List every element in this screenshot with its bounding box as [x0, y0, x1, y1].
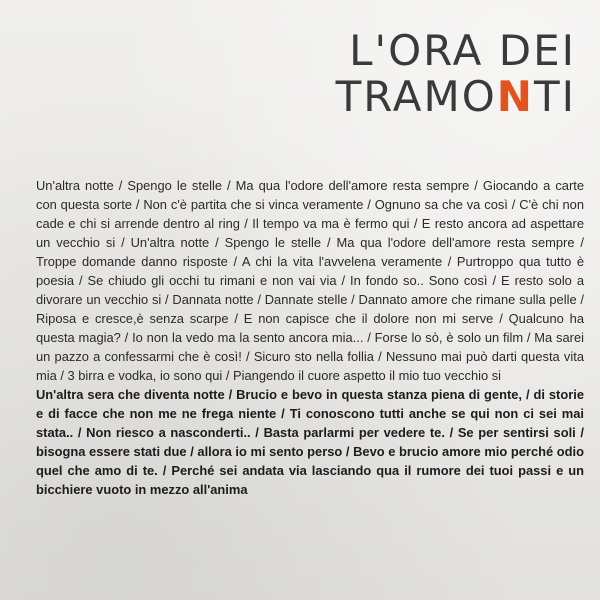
title-line-2-end: TI	[533, 72, 576, 121]
title-line-2-start: TRAMO	[335, 72, 497, 121]
song-title	[336, 28, 576, 120]
lyrics-bold-verse: Un'altra sera che diventa notte / Brucio e bevo in questa stanza piena di gente, / di storie e di facce che non me ne frega niente / Ti conoscono tutti anche se qui non ci sei mai stata.. / Non riesco a nasconderti.. / Basta parlarmi per vedere te. / Se per sentirsi soli / bisogna essere stati due / allora io mi sento perso / Bevo e brucio amore mio perché odio quel che amo di te. / Perché sei andata via lasciando qua il rumore dei tuoi passi e un bicchiere vuoto in mezzo all'anima	[36, 387, 584, 497]
title-line-2	[336, 74, 576, 120]
lyrics-verse: Un'altra notte / Spengo le stelle / Ma qua l'odore dell'amore resta sempre / Giocando a carte con questa sorte / Non c'è partita che si vinca veramente / Ognuno sa che va così / C'è chi non cade e chi si arrende dentro al ring / Il tempo va ma è fermo qui / E resto ancora ad aspettare un vecchio si / Un'altra notte / Spengo le stelle / Ma qua l'odore dell'amore resta sempre / Troppe domande danno risposte / A chi la vita l'avvelena veramente / Purtroppo qua tutto è poesia / Se chiudo gli occhi tu rimani e non vai via / In fondo so.. Sono così / E resto solo a divorare un vecchio si / Dannata notte / Dannate stelle / Dannato amore che rimane sulla pelle / Riposa e cresce,è senza scarpe / E non capisce che il dolore non mi serve / Qualcuno ha questa magia? / Io non la vedo ma la sento ancora mia... / Forse lo sò, è solo un film / Ma sarei un pazzo a confessarmi che è così! / Sicuro sto nella follia / Nessuno mai può darti questa vita mia / 3 birra e vodka, io sono qui / Piangendo il cuore aspetto il mio tuo vecchio si	[36, 178, 584, 383]
lyrics-block	[36, 176, 584, 499]
title-accent-letter: N	[496, 72, 534, 121]
title-line-1: L'ORA DEI	[349, 26, 576, 75]
